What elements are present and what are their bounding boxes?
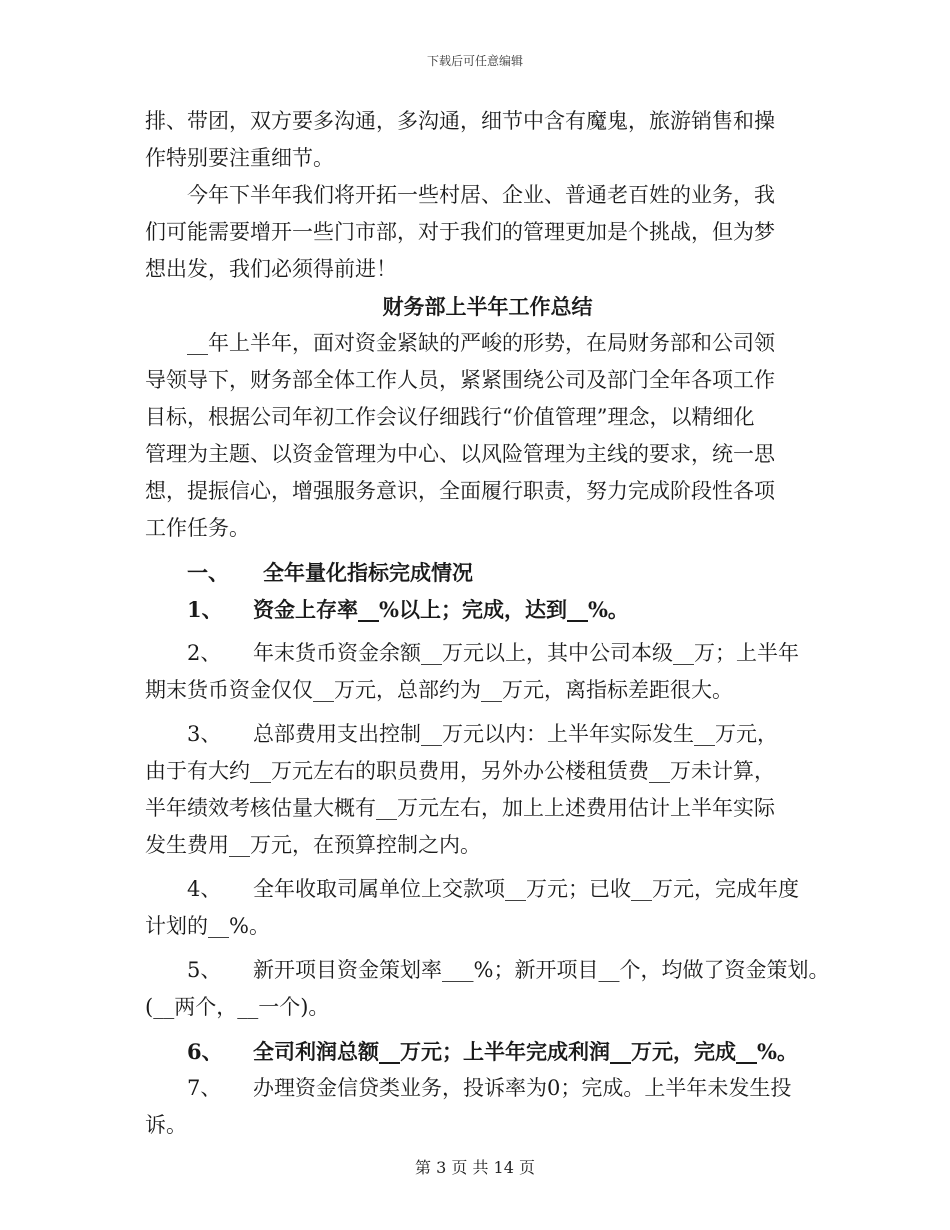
text-line: 发生费用__万元，在预算控制之内。: [145, 833, 481, 857]
item-number: 5、: [187, 958, 222, 982]
text-line: 计划的__%。: [145, 914, 270, 938]
list-item: [145, 1070, 830, 1107]
item-text: 年末货币资金余额__万元以上，其中公司本级__万；上半年: [253, 641, 799, 665]
item-text: 新开项目资金策划率___%；新开项目__个，均做了资金策划。: [253, 958, 830, 982]
item-text: 总部费用支出控制__万元以内：上半年实际发生__万元，: [253, 722, 778, 746]
text-line: 工作任务。: [145, 516, 250, 540]
text-line: 由于有大约__万元左右的职员费用，另外办公楼租赁费__万未计算，: [145, 759, 775, 783]
text-line: 目标，根据公司年初工作会议仔细践行“价值管理”理念，以精细化: [145, 405, 755, 429]
section-title: 财务部上半年工作总结: [382, 294, 593, 319]
text-line: 们可能需要增开一些门市部，对于我们的管理更加是个挑战，但为梦: [145, 220, 775, 244]
text-line: 今年下半年我们将开拓一些村居、企业、普通老百姓的业务，我: [187, 183, 775, 207]
list-item: [145, 591, 830, 628]
text-line: 管理为主题、以资金管理为中心、以风险管理为主线的要求，统一思: [145, 442, 775, 466]
text-line: 诉。: [145, 1113, 187, 1137]
text-line: 导领导下，财务部全体工作人员，紧紧围绕公司及部门全年各项工作: [145, 368, 775, 392]
heading-1: [145, 554, 830, 591]
list-item: [145, 952, 830, 989]
text-line: 想出发，我们必须得前进！: [145, 257, 397, 281]
document-body: [145, 103, 830, 1144]
heading-text: 全年量化指标完成情况: [263, 560, 473, 585]
item-number: 6、: [187, 1039, 223, 1064]
text-line: (__两个，__一个)。: [145, 995, 330, 1019]
item-number: 7、: [187, 1076, 222, 1100]
text-line: 想，提振信心，增强服务意识，全面履行职责，努力完成阶段性各项: [145, 479, 775, 503]
text-line: 排、带团，双方要多沟通，多沟通，细节中含有魔鬼，旅游销售和操: [145, 109, 775, 133]
list-item: [145, 1033, 830, 1070]
text-line: 作特别要注重细节。: [145, 146, 334, 170]
list-item: [145, 635, 830, 672]
heading-number: 一、: [187, 560, 229, 585]
page-header: 下载后可任意编辑: [426, 54, 523, 68]
item-text: 办理资金信贷类业务，投诉率为0；完成。上半年未发生投: [253, 1076, 792, 1100]
item-text: 全年收取司属单位上交款项__万元；已收__万元，完成年度: [253, 877, 799, 901]
item-number: 4、: [187, 877, 222, 901]
item-number: 3、: [187, 722, 222, 746]
page-footer: 第 3 页 共 14 页: [415, 1158, 535, 1177]
item-number: 1、: [187, 597, 223, 622]
text-line: 半年绩效考核估量大概有__万元左右，加上上述费用估计上半年实际: [145, 796, 775, 820]
list-item: [145, 871, 830, 908]
text-line: 期末货币资金仅仅__万元，总部约为__万元，离指标差距很大。: [145, 678, 733, 702]
item-text: 资金上存率__%以上；完成，达到__%。: [253, 597, 629, 622]
list-item: [145, 716, 830, 753]
item-text: 全司利润总额__万元；上半年完成利润__万元，完成__%。: [253, 1039, 798, 1064]
text-line: __年上半年，面对资金紧缺的严峻的形势，在局财务部和公司领: [187, 331, 775, 355]
item-number: 2、: [187, 641, 222, 665]
